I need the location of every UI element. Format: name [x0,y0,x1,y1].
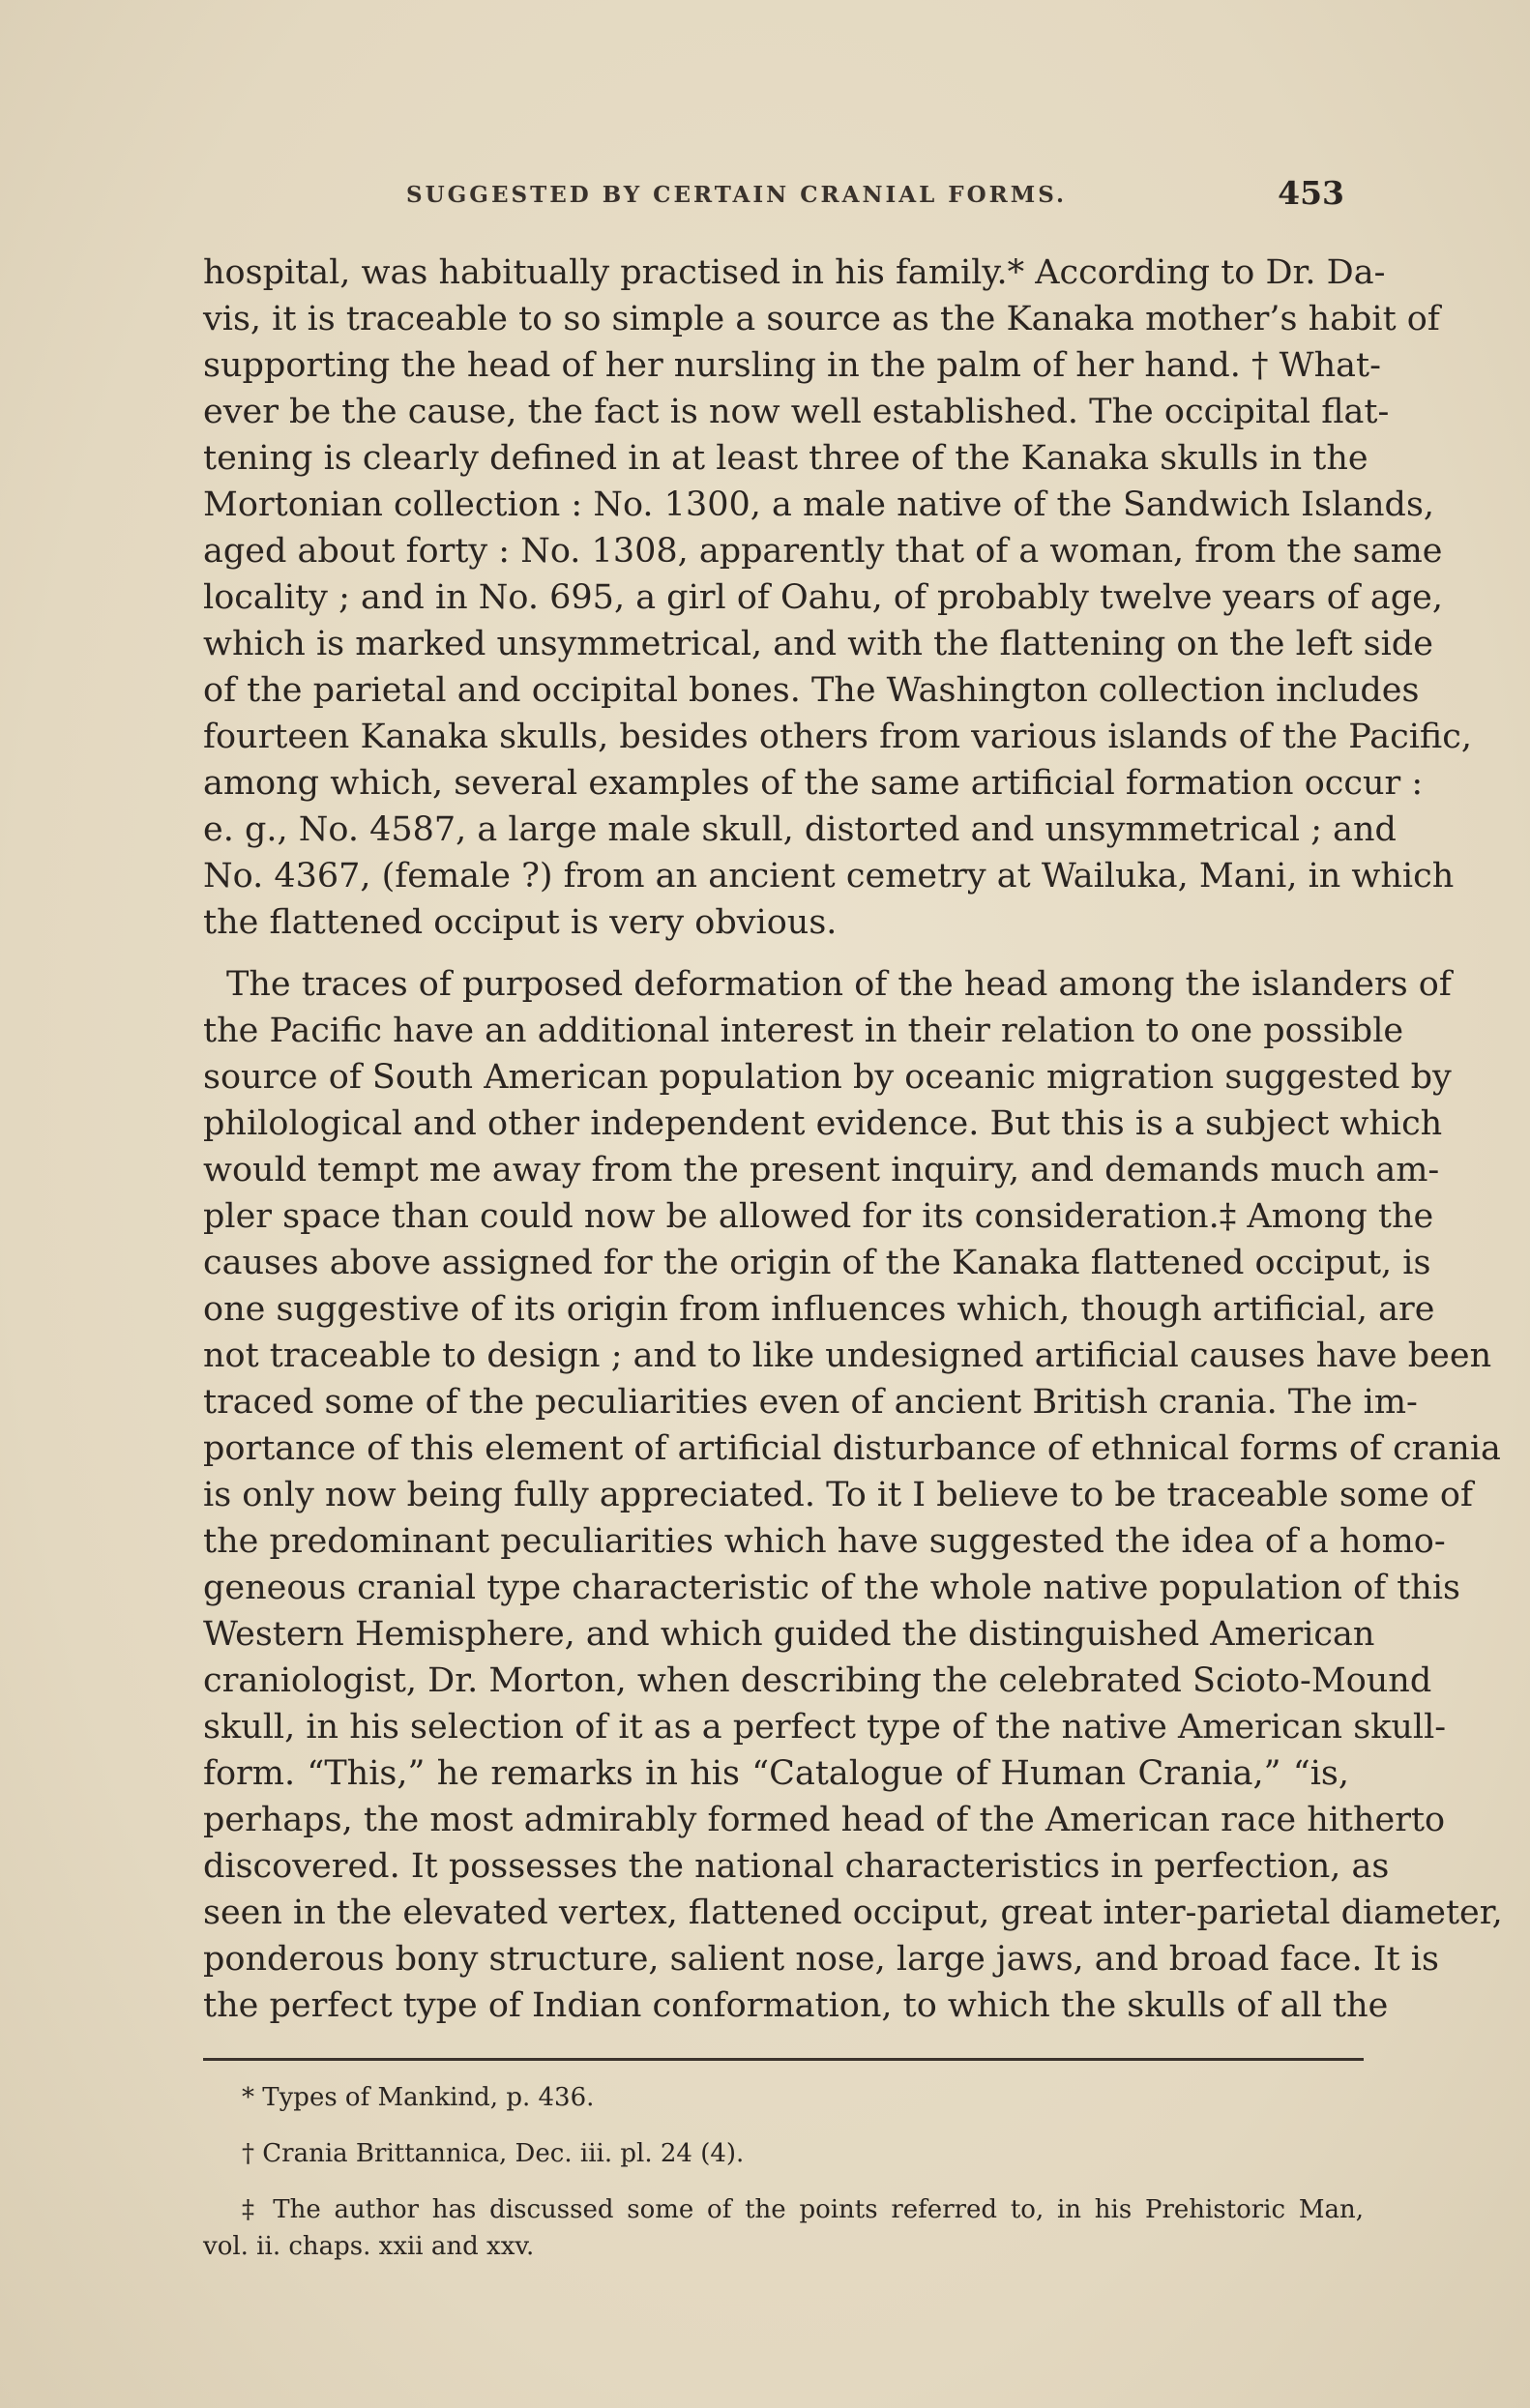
text-line: the predominant peculiarities which have suggested the idea of a homo- [203,1522,1446,1561]
footnote-3 [203,2191,1364,2265]
body-text [203,250,1503,2029]
text-line: No. 4367, (female ?) from an ancient cemetry at Wailuka, Mani, in which [203,857,1455,896]
text-line: one suggestive of its origin from influences which, though artificial, are [203,1290,1435,1329]
text-line: which is marked unsymmetrical, and with the flattening on the left side [203,625,1433,663]
text-line: discovered. It possesses the national characteristics in perfection, as [203,1847,1390,1886]
text-line: pler space than could now be allowed for its consideration.‡ Among the [203,1197,1434,1236]
text-line: craniologist, Dr. Morton, when describing the celebrated Scioto-Mound [203,1661,1432,1700]
text-line: locality ; and in No. 695, a girl of Oahu, of probably twelve years of age, [203,578,1443,617]
text-line: e. g., No. 4587, a large male skull, distorted and unsymmetrical ; and [203,810,1397,849]
text-line: causes above assigned for the origin of the Kanaka flattened occiput, is [203,1244,1431,1282]
text-line: not traceable to design ; and to like undesigned artificial causes have been [203,1336,1492,1375]
text-line: traced some of the peculiarities even of ancient British crania. The im- [203,1383,1418,1422]
page-number: 453 [1278,174,1344,212]
paragraph-2 [203,961,1503,2029]
text-line: portance of this element of artificial disturbance of ethnical forms of crania [203,1429,1501,1468]
text-line: of the parietal and occipital bones. The Washington collection includes [203,671,1420,710]
text-line: vis, it is traceable to so simple a source as the Kanaka mother’s habit of [203,300,1440,338]
text-line: among which, several examples of the same artificial formation occur : [203,764,1424,803]
running-head: SUGGESTED BY CERTAIN CRANIAL FORMS. [406,182,1067,208]
footnote-3-line-1: ‡ The author has discussed some of the points referred to, in his Prehistoric Man, [242,2195,1364,2224]
footnotes [203,2079,1364,2265]
text-line: geneous cranial type characteristic of the whole native population of this [203,1569,1461,1607]
footnote-2: † Crania Brittannica, Dec. iii. pl. 24 (4). [242,2139,745,2168]
text-line: would tempt me away from the present inquiry, and demands much am- [203,1151,1440,1189]
text-line: aged about forty : No. 1308, apparently that of a woman, from the same [203,532,1443,571]
text-line: Mortonian collection : No. 1300, a male native of the Sandwich Islands, [203,485,1435,524]
text-line: philological and other independent evidence. But this is a subject which [203,1104,1443,1143]
footnote-1: * Types of Mankind, p. 436. [242,2083,595,2112]
text-line: supporting the head of her nursling in the palm of her hand. † What- [203,346,1381,385]
footnote-divider [203,2058,1364,2061]
text-line: skull, in his selection of it as a perfect type of the native American skull- [203,1708,1447,1747]
page-header [203,174,1344,232]
text-line: Western Hemisphere, and which guided the distinguished American [203,1615,1375,1654]
text-line: fourteen Kanaka skulls, besides others from various islands of the Pacific, [203,718,1472,756]
text-line: perhaps, the most admirably formed head of the American race hitherto [203,1801,1446,1839]
text-line: the perfect type of Indian conformation, to which the skulls of all the [203,1986,1389,2025]
text-line: the Pacific have an additional interest in their relation to one possible [203,1012,1404,1050]
text-line: hospital, was habitually practised in his family.* According to Dr. Da- [203,253,1386,292]
text-line: the flattened occiput is very obvious. [203,903,838,942]
text-line: form. “This,” he remarks in his “Catalogue of Human Crania,” “is, [203,1754,1349,1793]
text-line: tening is clearly defined in at least three of the Kanaka skulls in the [203,439,1368,478]
text-line: The traces of purposed deformation of the head among the islanders of [226,965,1452,1004]
text-line: ponderous bony structure, salient nose, large jaws, and broad face. It is [203,1940,1439,1979]
text-line: seen in the elevated vertex, flattened occiput, great inter-parietal diameter, [203,1894,1503,1932]
text-line: is only now being fully appreciated. To it I believe to be traceable some of [203,1476,1473,1514]
text-line: source of South American population by oceanic migration suggested by [203,1058,1452,1097]
footnote-3-line-2: vol. ii. chaps. xxii and xxv. [203,2232,535,2261]
paragraph-1 [203,250,1472,946]
text-line: ever be the cause, the fact is now well established. The occipital flat- [203,393,1390,431]
